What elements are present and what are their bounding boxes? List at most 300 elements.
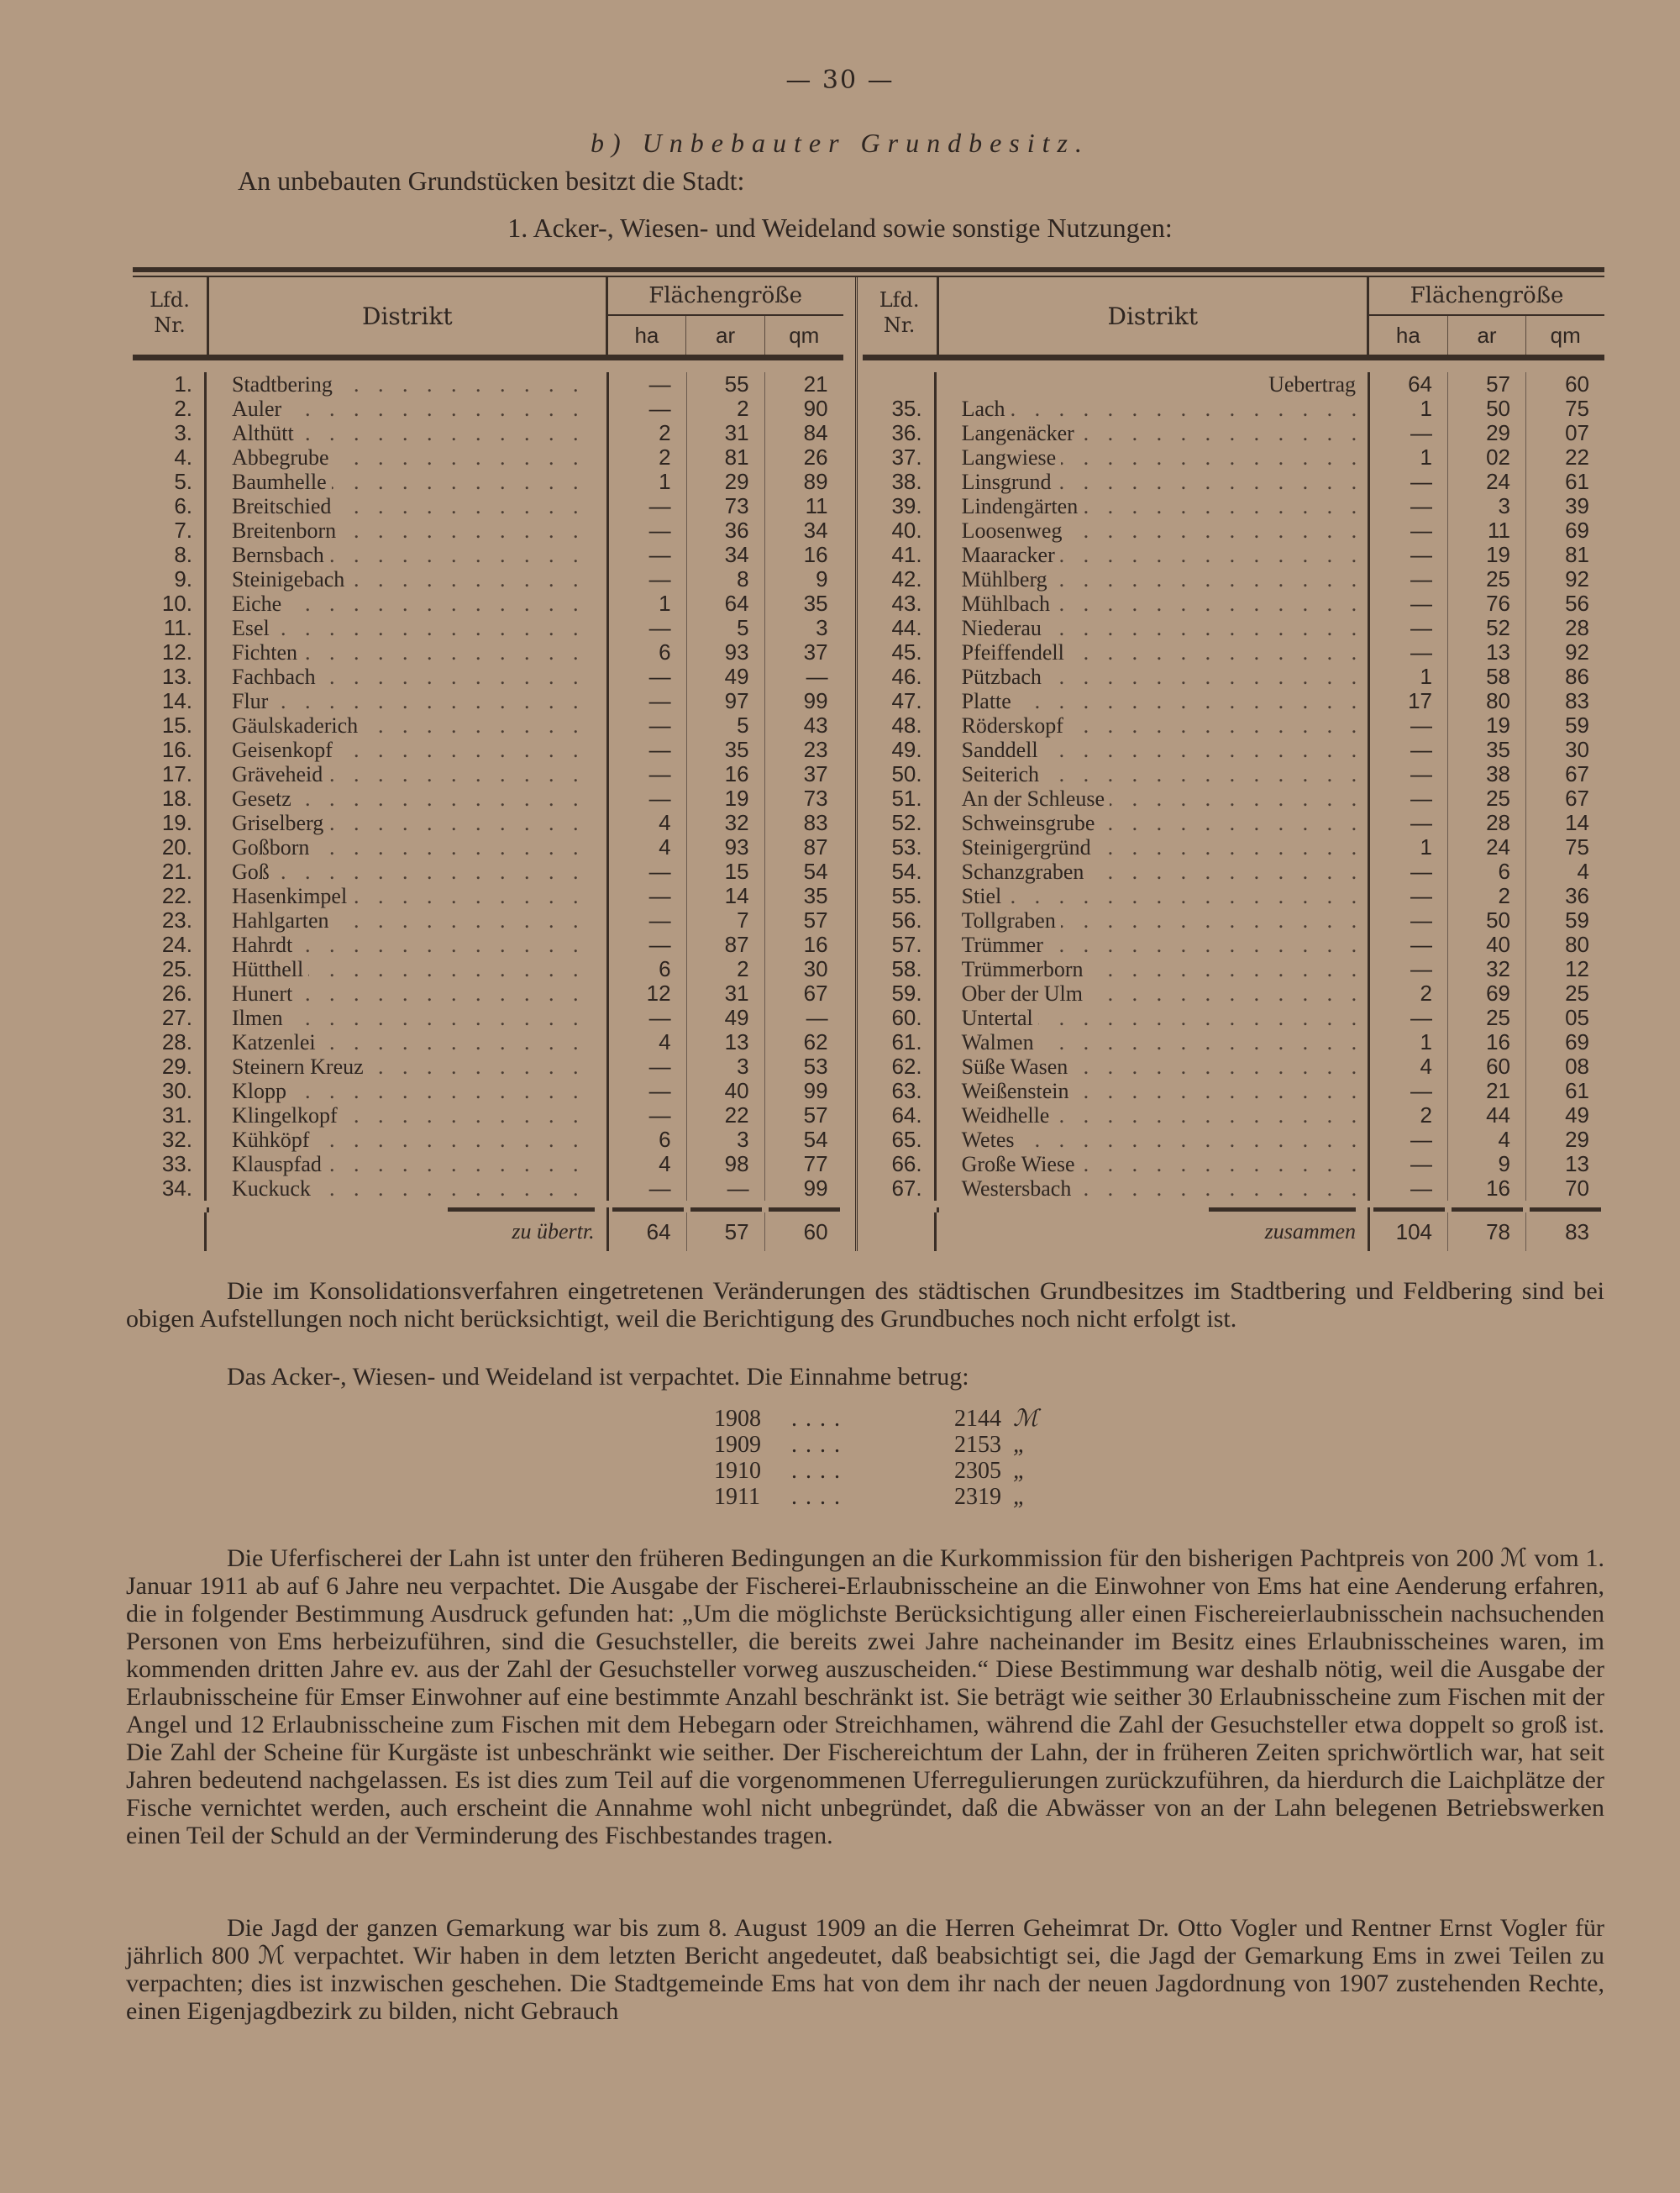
district-cell [207, 1152, 609, 1176]
district-name: Goßborn [232, 835, 314, 860]
district-name: Langenäcker [962, 421, 1079, 445]
table-row [863, 1176, 1604, 1201]
district-cell [937, 543, 1370, 567]
district-cell [207, 689, 609, 713]
header-nr: Lfd. Nr. [133, 277, 209, 355]
row-number: 54. [863, 860, 937, 884]
qm-cell: 81 [1565, 542, 1589, 567]
income-row: 1911 .... 2319 „ [714, 1484, 1047, 1510]
ar-cell: 13 [687, 1030, 765, 1054]
district-name: Esel [232, 616, 275, 640]
row-number: 21. [133, 860, 207, 884]
ha-cell: — [609, 494, 687, 518]
ha-cell: 6 [609, 957, 687, 981]
row-number: 29. [133, 1054, 207, 1079]
ar-cell: 14 [687, 884, 765, 908]
table-row [863, 689, 1604, 713]
row-number: 51. [863, 786, 937, 811]
ar-cell: 16 [1448, 1030, 1526, 1054]
table-row [133, 1030, 843, 1054]
row-number: 44. [863, 616, 937, 640]
qm-cell: 28 [1565, 615, 1589, 640]
table-row [133, 762, 843, 786]
ar-cell: 32 [1448, 957, 1526, 981]
ar-cell: 2 [1448, 884, 1526, 908]
table-row [133, 372, 843, 397]
land-table [133, 267, 1604, 1251]
row-number: 50. [863, 762, 937, 786]
table-row [863, 738, 1604, 762]
district-name: Abbegrube [232, 445, 334, 470]
ar-cell: 29 [1448, 421, 1526, 445]
row-number: 7. [133, 518, 207, 543]
ha-cell: — [609, 713, 687, 738]
district-name: Mühlberg [962, 567, 1053, 592]
district-cell [937, 470, 1370, 494]
row-number: 47. [863, 689, 937, 713]
ha-cell: — [609, 689, 687, 713]
qm-cell: 67 [1565, 786, 1589, 811]
row-number: 60. [863, 1006, 937, 1030]
row-number: 11. [133, 616, 207, 640]
ha-cell: — [609, 1006, 687, 1030]
ha-cell: 1 [1370, 397, 1448, 421]
district-name: Fachbach [232, 665, 321, 689]
qm-cell: 83 [1565, 688, 1589, 713]
row-number: 20. [133, 835, 207, 860]
qm-cell: 05 [1565, 1005, 1589, 1030]
ar-cell: 5 [687, 713, 765, 738]
ha-cell: 1 [609, 592, 687, 616]
district-name: Steinigergründ [962, 835, 1096, 860]
district-cell [207, 957, 609, 981]
row-number: 65. [863, 1128, 937, 1152]
ha-cell: 17 [1370, 689, 1448, 713]
district-cell [937, 811, 1370, 835]
ar-cell: 29 [687, 470, 765, 494]
district-cell [937, 713, 1370, 738]
district-name: Pützbach [962, 665, 1047, 689]
table-row [133, 860, 843, 884]
ha-cell: — [609, 738, 687, 762]
district-cell [937, 616, 1370, 640]
paragraph-jagd: Die Jagd der ganzen Gemarkung war bis zum 8. August 1909 an die Herren Geheimrat Dr. Otto Vogler und Rentner Ernst Vogler für jährlich 800 ℳ verpachtet. Wir haben in dem letzten Bericht angedeutet, daß beabsichtigt sei, die Jagd der Gemarkung Ems in zwei Teilen zu verpachten; dies ist inzwischen geschehen. Die Stadtgemeinde Ems hat von dem ihr nach der neuen Jagdordnung von 1907 zustehenden Rechte, einen Eigenjagdbezirk zu bilden, nicht Gebrauch [126, 1914, 1604, 2025]
row-number: 40. [863, 518, 937, 543]
ar-cell: 25 [1448, 1006, 1526, 1030]
district-cell [207, 1054, 609, 1079]
district-cell [937, 1152, 1370, 1176]
district-cell [207, 933, 609, 957]
ha-cell: 1 [1370, 665, 1448, 689]
table-body-right [863, 360, 1604, 1201]
table-row [863, 567, 1604, 592]
ha-cell: 2 [1370, 981, 1448, 1006]
district-name: Ilmen [232, 1006, 288, 1030]
qm-cell: 67 [1565, 761, 1589, 786]
district-name: Stadtbering [232, 372, 338, 397]
table-row [863, 981, 1604, 1006]
ar-cell: 32 [687, 811, 765, 835]
table-row [863, 592, 1604, 616]
row-number: 62. [863, 1054, 937, 1079]
ar-cell: 24 [1448, 835, 1526, 860]
ha-cell: — [1370, 884, 1448, 908]
district-cell [937, 1128, 1370, 1152]
qm-cell: — [806, 664, 828, 689]
row-number: 55. [863, 884, 937, 908]
table-row [863, 470, 1604, 494]
table-row [863, 640, 1604, 665]
row-number: 13. [133, 665, 207, 689]
row-number: 56. [863, 908, 937, 933]
qm-cell: 22 [1565, 444, 1589, 470]
table-left-half [133, 277, 843, 1251]
table-right-half [855, 277, 1604, 1251]
ar-cell: 36 [687, 518, 765, 543]
district-cell [937, 1006, 1370, 1030]
ar-cell: 50 [1448, 397, 1526, 421]
district-cell [937, 1103, 1370, 1128]
ha-cell: — [1370, 860, 1448, 884]
qm-cell: 49 [1565, 1102, 1589, 1128]
table-header [133, 277, 843, 360]
qm-cell: 36 [1565, 883, 1589, 908]
ha-cell: 4 [609, 811, 687, 835]
district-cell [207, 470, 609, 494]
row-number: 3. [133, 421, 207, 445]
row-number: 35. [863, 397, 937, 421]
district-name: Sanddell [962, 738, 1043, 762]
ha-cell: — [609, 543, 687, 567]
table-row [863, 933, 1604, 957]
qm-cell: 70 [1565, 1175, 1589, 1201]
district-cell [207, 1128, 609, 1152]
subtotal-row [133, 1212, 843, 1251]
qm-cell: 75 [1565, 396, 1589, 421]
row-number: 59. [863, 981, 937, 1006]
ha-cell: — [609, 616, 687, 640]
qm-cell: — [806, 1005, 828, 1030]
table-row [863, 1152, 1604, 1176]
district-name: Gräveheid [232, 762, 328, 786]
district-cell [207, 1006, 609, 1030]
row-number: 12. [133, 640, 207, 665]
district-name: Niederau [962, 616, 1047, 640]
table-row [133, 397, 843, 421]
carry-ha: 64 [1370, 372, 1448, 397]
ar-cell: 13 [1448, 640, 1526, 665]
district-name: Gesetz [232, 786, 297, 811]
qm-cell: 67 [803, 981, 828, 1006]
qm-cell: 99 [803, 688, 828, 713]
row-number: 64. [863, 1103, 937, 1128]
qm-cell: 35 [803, 591, 828, 616]
ha-cell: 4 [609, 1152, 687, 1176]
ar-cell: 73 [687, 494, 765, 518]
paragraph-uferfischerei: Die Uferfischerei der Lahn ist unter den früheren Bedingungen an die Kurkommission für den bisherigen Pachtpreis von 200 ℳ vom 1. Januar 1911 ab auf 6 Jahre neu verpachtet. Die Ausgabe der Fischerei-Erlaubnisscheine an die Einwohner von Ems hat eine Aenderung erfahren, die in folgender Bestimmung Ausdruck gefunden hat: „Um die möglichste Berücksichtigung aller einen Fischereierlaubnisschein nachsuchenden Personen von Ems herbeizuführen, sind die Gesuchsteller, die bereits zwei Jahre nacheinander im Besitz eines Erlaubnisscheines waren, im kommenden dritten Jahre ev. aus der Zahl der Gesuchsteller vorweg auszuscheiden.“ Diese Bestimmung war deshalb nötig, weil die Ausgabe der Erlaubnisscheine für Emser Einwohner auf eine bestimmte Anzahl beschränkt ist. Sie beträgt wie seither 30 Erlaubnisscheine zum Fischen mit der Angel und 12 Erlaubnisscheine zum Fischen mit dem Hebegarn oder Streichhamen, während die Zahl der Gesuchsteller etwa doppelt so groß ist. Die Zahl der Scheine für Kurgäste ist unbeschränkt wie seither. Der Fischereichtum der Lahn, der in früheren Zeiten sprichwörtlich war, hat seit Jahren bedeutend nachgelassen. Es ist dies zum Teil auf die vorgenommenen Uferregulierungen zurückzuführen, da hierdurch die Laichplätze der Fische vernichtet werden, auch erscheint die Annahme wohl nicht unbegründet, daß die Abwässer von an der Lahn belegenen Betriebswerken einen Teil der Schuld an der Verminderung des Fischbestandes tragen. [126, 1544, 1604, 1849]
district-name: Klingelkopf [232, 1103, 343, 1128]
row-number: 14. [133, 689, 207, 713]
ar-cell: 49 [687, 1006, 765, 1030]
district-cell [207, 981, 609, 1006]
header-distrikt: Distrikt [209, 277, 608, 355]
row-number: 52. [863, 811, 937, 835]
ha-cell: — [1370, 1079, 1448, 1103]
ar-cell: 11 [1448, 518, 1526, 543]
ar-cell: 55 [687, 372, 765, 397]
district-name: Kühköpf [232, 1128, 314, 1152]
qm-cell: 25 [1565, 981, 1589, 1006]
row-number: 10. [133, 592, 207, 616]
ar-cell: 3 [687, 1128, 765, 1152]
table-row [133, 494, 843, 518]
subtotal-ha: 64 [609, 1212, 687, 1251]
ar-cell: 2 [687, 957, 765, 981]
ar-cell: 40 [1448, 933, 1526, 957]
table-row [133, 1152, 843, 1176]
district-cell [937, 884, 1370, 908]
ha-cell: — [1370, 786, 1448, 811]
qm-cell: 57 [803, 907, 828, 933]
district-cell [937, 592, 1370, 616]
row-number: 31. [133, 1103, 207, 1128]
ha-cell: 12 [609, 981, 687, 1006]
district-name: Weißenstein [962, 1079, 1074, 1103]
district-cell [937, 908, 1370, 933]
ar-cell: 7 [687, 908, 765, 933]
district-cell [207, 397, 609, 421]
header-nr: Lfd. Nr. [863, 277, 939, 355]
qm-cell: 39 [1565, 493, 1589, 518]
page-number: — 30 — [785, 66, 895, 95]
ha-cell: 6 [609, 1128, 687, 1152]
district-name: Trümmerborn [962, 957, 1089, 981]
row-number: 28. [133, 1030, 207, 1054]
district-name: Griselberg [232, 811, 328, 835]
district-cell [207, 445, 609, 470]
district-cell [937, 1030, 1370, 1054]
table-row [133, 1128, 843, 1152]
district-name: Süße Wasen [962, 1054, 1074, 1079]
row-number: 67. [863, 1176, 937, 1201]
ha-cell: — [1370, 957, 1448, 981]
ar-cell: 93 [687, 640, 765, 665]
table-row [133, 665, 843, 689]
district-name: Mühlbach [962, 592, 1055, 616]
district-name: Steinigebach [232, 567, 349, 592]
district-name: Schanzgraben [962, 860, 1089, 884]
qm-cell: 92 [1565, 566, 1589, 592]
qm-cell: 69 [1565, 518, 1589, 543]
ha-cell: — [1370, 567, 1448, 592]
district-cell [207, 860, 609, 884]
district-cell [207, 786, 609, 811]
header-ha: ha [608, 316, 687, 355]
district-cell [937, 1176, 1370, 1201]
district-name: Große Wiese [962, 1152, 1080, 1176]
ditto-mark: „ [1013, 1458, 1026, 1484]
table-row [133, 543, 843, 567]
district-name: Weidhelle [962, 1103, 1055, 1128]
qm-cell: 54 [803, 1127, 828, 1152]
row-number: 24. [133, 933, 207, 957]
row-number: 8. [133, 543, 207, 567]
ha-cell: 6 [609, 640, 687, 665]
district-name: Platte [962, 689, 1016, 713]
district-cell [207, 494, 609, 518]
ar-cell: 16 [1448, 1176, 1526, 1201]
carry-over-label: Uebertrag [937, 372, 1370, 397]
table-row [133, 1079, 843, 1103]
row-number: 2. [133, 397, 207, 421]
qm-cell: 43 [803, 713, 828, 738]
ar-cell: 76 [1448, 592, 1526, 616]
district-cell [207, 1030, 609, 1054]
qm-cell: 34 [803, 518, 828, 543]
district-name: Linsgrund [962, 470, 1057, 494]
ha-cell: — [609, 860, 687, 884]
ha-cell: — [609, 372, 687, 397]
table-row [863, 421, 1604, 445]
row-number: 34. [133, 1176, 207, 1201]
ha-cell: — [609, 933, 687, 957]
subtotal-label: zu übertr. [207, 1212, 609, 1251]
table-row [133, 567, 843, 592]
ar-cell: 19 [1448, 543, 1526, 567]
ha-cell: — [609, 762, 687, 786]
paragraph-konsolidation: Die im Konsolidationsverfahren eingetretenen Veränderungen des städtischen Grundbesitzes im Stadtbering und Feldbering sind bei obigen Aufstellungen noch nicht berücksichtigt, weil die Berichtigung des Grundbuches noch nicht erfolgt ist. [126, 1277, 1604, 1333]
district-name: Schweinsgrube [962, 811, 1100, 835]
ha-cell: — [609, 1103, 687, 1128]
qm-cell: 83 [803, 810, 828, 835]
ar-cell: 52 [1448, 616, 1526, 640]
table-row [863, 957, 1604, 981]
ar-cell: 9 [1448, 1152, 1526, 1176]
ha-cell: — [1370, 616, 1448, 640]
ar-cell: 25 [1448, 786, 1526, 811]
row-number: 45. [863, 640, 937, 665]
row-number: 15. [133, 713, 207, 738]
qm-cell: 35 [803, 883, 828, 908]
ha-cell: — [609, 397, 687, 421]
table-row [863, 1006, 1604, 1030]
ha-cell: — [609, 665, 687, 689]
row-number: 38. [863, 470, 937, 494]
ha-cell: 1 [1370, 445, 1448, 470]
district-cell [207, 567, 609, 592]
ha-cell: — [1370, 908, 1448, 933]
district-name: Tollgraben [962, 908, 1061, 933]
district-cell [207, 1103, 609, 1128]
ar-cell: 25 [1448, 567, 1526, 592]
qm-cell: 61 [1565, 469, 1589, 494]
ha-cell: — [1370, 738, 1448, 762]
ar-cell: 22 [687, 1103, 765, 1128]
district-cell [207, 372, 609, 397]
income-list [714, 1406, 1047, 1510]
district-name: Eiche [232, 592, 286, 616]
ha-cell: — [1370, 1128, 1448, 1152]
ar-cell: 64 [687, 592, 765, 616]
qm-cell: 73 [803, 786, 828, 811]
table-row [863, 811, 1604, 835]
table-row [133, 981, 843, 1006]
qm-cell: 07 [1565, 420, 1589, 445]
ha-cell: — [609, 786, 687, 811]
ha-cell: — [609, 908, 687, 933]
row-number: 22. [133, 884, 207, 908]
qm-cell: 29 [1565, 1127, 1589, 1152]
ar-cell: 80 [1448, 689, 1526, 713]
ha-cell: — [1370, 592, 1448, 616]
district-cell [207, 518, 609, 543]
qm-cell: 57 [803, 1102, 828, 1128]
row-number: 49. [863, 738, 937, 762]
ha-cell: — [1370, 811, 1448, 835]
district-name: Maaracker [962, 543, 1060, 567]
district-cell [937, 762, 1370, 786]
district-name: Breitenborn [232, 518, 341, 543]
table-row [133, 738, 843, 762]
ar-cell: 40 [687, 1079, 765, 1103]
row-number: 9. [133, 567, 207, 592]
table-row [863, 1103, 1604, 1128]
district-name: Klopp [232, 1079, 291, 1103]
row-number: 43. [863, 592, 937, 616]
table-row [133, 811, 843, 835]
row-number: 57. [863, 933, 937, 957]
ha-cell: — [609, 1079, 687, 1103]
subtotal-qm: 60 [803, 1219, 828, 1244]
district-name: Klauspfad [232, 1152, 327, 1176]
ar-cell: 21 [1448, 1079, 1526, 1103]
row-number: 26. [133, 981, 207, 1006]
header-qm: qm [1550, 323, 1581, 348]
row-number: 16. [133, 738, 207, 762]
ha-cell: — [1370, 494, 1448, 518]
total-row [863, 1212, 1604, 1251]
ar-cell: 44 [1448, 1103, 1526, 1128]
qm-cell: 14 [1565, 810, 1589, 835]
qm-cell: 54 [803, 859, 828, 884]
ha-cell: — [1370, 933, 1448, 957]
income-row: 1910 .... 2305 „ [714, 1458, 1047, 1484]
district-name: Breitschied [232, 494, 336, 518]
district-name: Hasenkimpel [232, 884, 352, 908]
row-number: 23. [133, 908, 207, 933]
table-row [133, 884, 843, 908]
district-name: An der Schleuse [962, 786, 1110, 811]
total-ar: 78 [1448, 1212, 1526, 1251]
carry-over-row [863, 372, 1604, 397]
district-cell [207, 543, 609, 567]
ar-cell: 15 [687, 860, 765, 884]
ar-cell: 93 [687, 835, 765, 860]
ar-cell: 2 [687, 397, 765, 421]
row-number: 4. [133, 445, 207, 470]
district-cell [937, 445, 1370, 470]
district-name: Goß [232, 860, 275, 884]
district-name: Steinern Kreuz [232, 1054, 369, 1079]
row-number: 27. [133, 1006, 207, 1030]
ar-cell: 50 [1448, 908, 1526, 933]
ar-cell: 31 [687, 981, 765, 1006]
district-cell [207, 738, 609, 762]
qm-cell: 99 [803, 1078, 828, 1103]
ha-cell: 4 [609, 835, 687, 860]
district-name: Seiterich [962, 762, 1044, 786]
district-cell [937, 860, 1370, 884]
